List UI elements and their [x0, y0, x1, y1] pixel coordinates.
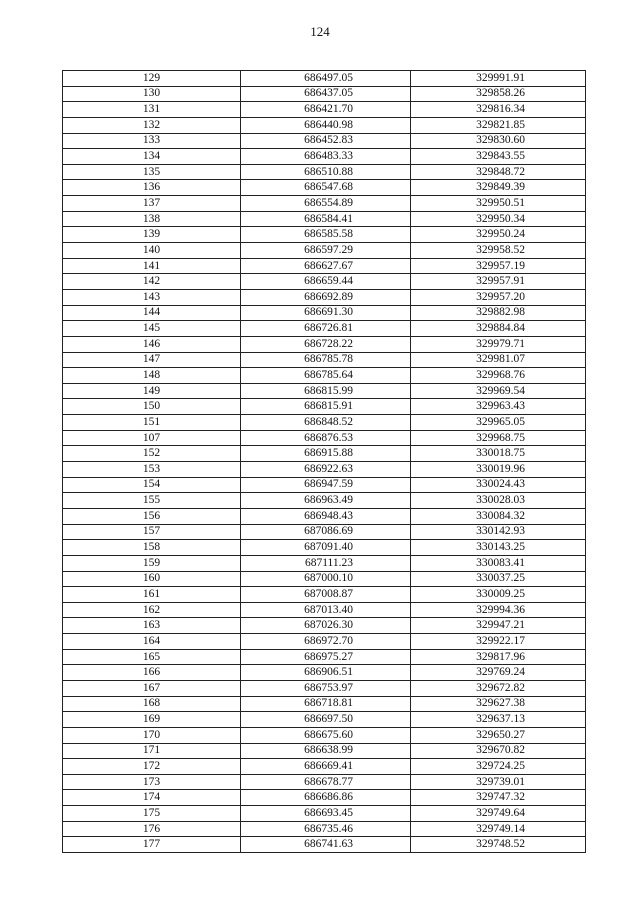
- x-coordinate-cell: 686975.27: [241, 649, 411, 665]
- y-coordinate-cell: 329749.64: [411, 806, 586, 822]
- table-row: [63, 368, 586, 384]
- point-number-cell: 173: [63, 774, 241, 790]
- table-row: [63, 383, 586, 399]
- x-coordinate-cell: 686735.46: [241, 821, 411, 837]
- point-number-cell: 160: [63, 571, 241, 587]
- coordinates-table: [62, 70, 586, 853]
- point-number-cell: 176: [63, 821, 241, 837]
- y-coordinate-cell: 329950.24: [411, 227, 586, 243]
- y-coordinate-cell: 329965.05: [411, 415, 586, 431]
- y-coordinate-cell: 329672.82: [411, 680, 586, 696]
- y-coordinate-cell: 330142.93: [411, 524, 586, 540]
- point-number-cell: 162: [63, 602, 241, 618]
- y-coordinate-cell: 329991.91: [411, 71, 586, 87]
- x-coordinate-cell: 686785.64: [241, 368, 411, 384]
- table-row: [63, 477, 586, 493]
- table-row: [63, 86, 586, 102]
- table-row: [63, 649, 586, 665]
- x-coordinate-cell: 686584.41: [241, 211, 411, 227]
- x-coordinate-cell: 686597.29: [241, 243, 411, 259]
- point-number-cell: 143: [63, 289, 241, 305]
- table-row: [63, 274, 586, 290]
- point-number-cell: 144: [63, 305, 241, 321]
- table-row: [63, 774, 586, 790]
- y-coordinate-cell: 329816.34: [411, 102, 586, 118]
- point-number-cell: 138: [63, 211, 241, 227]
- x-coordinate-cell: 687091.40: [241, 540, 411, 556]
- y-coordinate-cell: 330024.43: [411, 477, 586, 493]
- y-coordinate-cell: 330019.96: [411, 462, 586, 478]
- table-row: [63, 243, 586, 259]
- point-number-cell: 149: [63, 383, 241, 399]
- table-row: [63, 289, 586, 305]
- x-coordinate-cell: 686452.83: [241, 133, 411, 149]
- x-coordinate-cell: 686718.81: [241, 696, 411, 712]
- point-number-cell: 146: [63, 336, 241, 352]
- x-coordinate-cell: 686915.88: [241, 446, 411, 462]
- point-number-cell: 156: [63, 508, 241, 524]
- x-coordinate-cell: 686627.67: [241, 258, 411, 274]
- table-row: [63, 71, 586, 87]
- table-row: [63, 180, 586, 196]
- x-coordinate-cell: 686691.30: [241, 305, 411, 321]
- x-coordinate-cell: 686437.05: [241, 86, 411, 102]
- x-coordinate-cell: 686585.58: [241, 227, 411, 243]
- x-coordinate-cell: 687008.87: [241, 587, 411, 603]
- y-coordinate-cell: 330037.25: [411, 571, 586, 587]
- y-coordinate-cell: 330028.03: [411, 493, 586, 509]
- table-row: [63, 211, 586, 227]
- point-number-cell: 148: [63, 368, 241, 384]
- point-number-cell: 161: [63, 587, 241, 603]
- table-row: [63, 821, 586, 837]
- point-number-cell: 170: [63, 727, 241, 743]
- x-coordinate-cell: 686421.70: [241, 102, 411, 118]
- point-number-cell: 158: [63, 540, 241, 556]
- y-coordinate-cell: 330143.25: [411, 540, 586, 556]
- y-coordinate-cell: 329627.38: [411, 696, 586, 712]
- x-coordinate-cell: 686972.70: [241, 634, 411, 650]
- point-number-cell: 145: [63, 321, 241, 337]
- table-row: [63, 336, 586, 352]
- point-number-cell: 167: [63, 680, 241, 696]
- x-coordinate-cell: 686728.22: [241, 336, 411, 352]
- table-row: [63, 696, 586, 712]
- point-number-cell: 141: [63, 258, 241, 274]
- x-coordinate-cell: 686963.49: [241, 493, 411, 509]
- point-number-cell: 174: [63, 790, 241, 806]
- x-coordinate-cell: 686497.05: [241, 71, 411, 87]
- point-number-cell: 171: [63, 743, 241, 759]
- y-coordinate-cell: 329858.26: [411, 86, 586, 102]
- table-row: [63, 196, 586, 212]
- point-number-cell: 164: [63, 634, 241, 650]
- y-coordinate-cell: 329979.71: [411, 336, 586, 352]
- x-coordinate-cell: 686906.51: [241, 665, 411, 681]
- y-coordinate-cell: 329849.39: [411, 180, 586, 196]
- table-row: [63, 790, 586, 806]
- x-coordinate-cell: 686815.91: [241, 399, 411, 415]
- table-row: [63, 508, 586, 524]
- y-coordinate-cell: 329817.96: [411, 649, 586, 665]
- table-row: [63, 227, 586, 243]
- point-number-cell: 165: [63, 649, 241, 665]
- x-coordinate-cell: 686815.99: [241, 383, 411, 399]
- point-number-cell: 157: [63, 524, 241, 540]
- y-coordinate-cell: 330009.25: [411, 587, 586, 603]
- point-number-cell: 175: [63, 806, 241, 822]
- y-coordinate-cell: 329843.55: [411, 149, 586, 165]
- y-coordinate-cell: 329848.72: [411, 164, 586, 180]
- table-row: [63, 680, 586, 696]
- point-number-cell: 153: [63, 462, 241, 478]
- y-coordinate-cell: 329958.52: [411, 243, 586, 259]
- x-coordinate-cell: 686922.63: [241, 462, 411, 478]
- x-coordinate-cell: 687000.10: [241, 571, 411, 587]
- x-coordinate-cell: 686753.97: [241, 680, 411, 696]
- y-coordinate-cell: 329748.52: [411, 837, 586, 853]
- table-row: [63, 133, 586, 149]
- table-row: [63, 415, 586, 431]
- x-coordinate-cell: 687111.23: [241, 555, 411, 571]
- table-row: [63, 837, 586, 853]
- x-coordinate-cell: 686483.33: [241, 149, 411, 165]
- y-coordinate-cell: 329637.13: [411, 712, 586, 728]
- table-row: [63, 102, 586, 118]
- x-coordinate-cell: 686692.89: [241, 289, 411, 305]
- table-row: [63, 618, 586, 634]
- y-coordinate-cell: 329947.21: [411, 618, 586, 634]
- y-coordinate-cell: 329922.17: [411, 634, 586, 650]
- x-coordinate-cell: 686876.53: [241, 430, 411, 446]
- point-number-cell: 139: [63, 227, 241, 243]
- table-row: [63, 462, 586, 478]
- x-coordinate-cell: 686510.88: [241, 164, 411, 180]
- point-number-cell: 172: [63, 759, 241, 775]
- y-coordinate-cell: 329670.82: [411, 743, 586, 759]
- table-row: [63, 665, 586, 681]
- point-number-cell: 129: [63, 71, 241, 87]
- y-coordinate-cell: 329650.27: [411, 727, 586, 743]
- table-row: [63, 164, 586, 180]
- table-row: [63, 634, 586, 650]
- point-number-cell: 163: [63, 618, 241, 634]
- table-row: [63, 571, 586, 587]
- point-number-cell: 150: [63, 399, 241, 415]
- x-coordinate-cell: 686554.89: [241, 196, 411, 212]
- point-number-cell: 169: [63, 712, 241, 728]
- x-coordinate-cell: 686686.86: [241, 790, 411, 806]
- point-number-cell: 136: [63, 180, 241, 196]
- x-coordinate-cell: 686659.44: [241, 274, 411, 290]
- y-coordinate-cell: 329769.24: [411, 665, 586, 681]
- y-coordinate-cell: 329821.85: [411, 117, 586, 133]
- table-row: [63, 712, 586, 728]
- point-number-cell: 142: [63, 274, 241, 290]
- point-number-cell: 147: [63, 352, 241, 368]
- y-coordinate-cell: 329981.07: [411, 352, 586, 368]
- x-coordinate-cell: 686638.99: [241, 743, 411, 759]
- table-row: [63, 743, 586, 759]
- x-coordinate-cell: 686547.68: [241, 180, 411, 196]
- point-number-cell: 177: [63, 837, 241, 853]
- y-coordinate-cell: 330084.32: [411, 508, 586, 524]
- x-coordinate-cell: 686693.45: [241, 806, 411, 822]
- table-row: [63, 446, 586, 462]
- y-coordinate-cell: 329968.75: [411, 430, 586, 446]
- x-coordinate-cell: 686726.81: [241, 321, 411, 337]
- point-number-cell: 159: [63, 555, 241, 571]
- y-coordinate-cell: 329950.51: [411, 196, 586, 212]
- table-row: [63, 117, 586, 133]
- table-row: [63, 352, 586, 368]
- x-coordinate-cell: 686697.50: [241, 712, 411, 728]
- y-coordinate-cell: 329950.34: [411, 211, 586, 227]
- point-number-cell: 154: [63, 477, 241, 493]
- y-coordinate-cell: 329957.20: [411, 289, 586, 305]
- table-row: [63, 524, 586, 540]
- table-row: [63, 305, 586, 321]
- x-coordinate-cell: 686741.63: [241, 837, 411, 853]
- y-coordinate-cell: 329749.14: [411, 821, 586, 837]
- y-coordinate-cell: 329994.36: [411, 602, 586, 618]
- table-row: [63, 602, 586, 618]
- x-coordinate-cell: 686948.43: [241, 508, 411, 524]
- y-coordinate-cell: 329884.84: [411, 321, 586, 337]
- y-coordinate-cell: 329969.54: [411, 383, 586, 399]
- point-number-cell: 155: [63, 493, 241, 509]
- point-number-cell: 134: [63, 149, 241, 165]
- point-number-cell: 166: [63, 665, 241, 681]
- y-coordinate-cell: 329968.76: [411, 368, 586, 384]
- point-number-cell: 140: [63, 243, 241, 259]
- point-number-cell: 137: [63, 196, 241, 212]
- x-coordinate-cell: 687026.30: [241, 618, 411, 634]
- y-coordinate-cell: 329963.43: [411, 399, 586, 415]
- table-row: [63, 806, 586, 822]
- y-coordinate-cell: 330018.75: [411, 446, 586, 462]
- table-row: [63, 149, 586, 165]
- y-coordinate-cell: 329830.60: [411, 133, 586, 149]
- point-number-cell: 168: [63, 696, 241, 712]
- x-coordinate-cell: 686785.78: [241, 352, 411, 368]
- table-row: [63, 540, 586, 556]
- point-number-cell: 133: [63, 133, 241, 149]
- point-number-cell: 131: [63, 102, 241, 118]
- point-number-cell: 130: [63, 86, 241, 102]
- x-coordinate-cell: 686440.98: [241, 117, 411, 133]
- x-coordinate-cell: 686848.52: [241, 415, 411, 431]
- table-row: [63, 759, 586, 775]
- table-row: [63, 399, 586, 415]
- point-number-cell: 151: [63, 415, 241, 431]
- table-row: [63, 321, 586, 337]
- page-number: 124: [310, 24, 330, 39]
- table-row: [63, 587, 586, 603]
- table-row: [63, 493, 586, 509]
- x-coordinate-cell: 687086.69: [241, 524, 411, 540]
- point-number-cell: 152: [63, 446, 241, 462]
- y-coordinate-cell: 329739.01: [411, 774, 586, 790]
- y-coordinate-cell: 329882.98: [411, 305, 586, 321]
- x-coordinate-cell: 686675.60: [241, 727, 411, 743]
- table-row: [63, 727, 586, 743]
- y-coordinate-cell: 329957.91: [411, 274, 586, 290]
- x-coordinate-cell: 686947.59: [241, 477, 411, 493]
- coordinates-table-body: [63, 71, 586, 853]
- x-coordinate-cell: 686678.77: [241, 774, 411, 790]
- point-number-cell: 132: [63, 117, 241, 133]
- y-coordinate-cell: 329724.25: [411, 759, 586, 775]
- x-coordinate-cell: 687013.40: [241, 602, 411, 618]
- table-row: [63, 430, 586, 446]
- table-row: [63, 258, 586, 274]
- table-row: [63, 555, 586, 571]
- y-coordinate-cell: 330083.41: [411, 555, 586, 571]
- y-coordinate-cell: 329747.32: [411, 790, 586, 806]
- x-coordinate-cell: 686669.41: [241, 759, 411, 775]
- y-coordinate-cell: 329957.19: [411, 258, 586, 274]
- point-number-cell: 107: [63, 430, 241, 446]
- point-number-cell: 135: [63, 164, 241, 180]
